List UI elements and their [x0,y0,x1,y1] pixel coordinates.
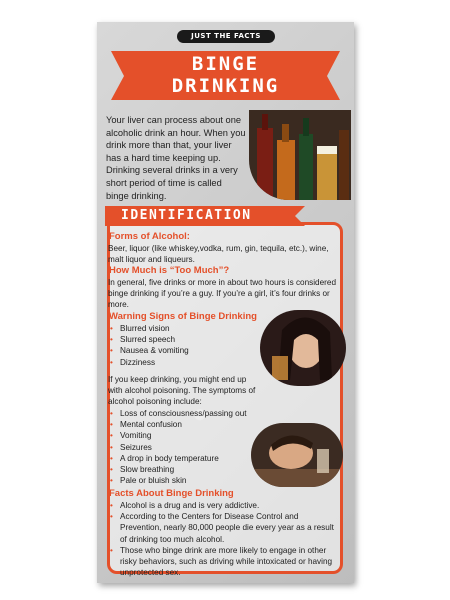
list-item: • Seizures [110,442,270,453]
list-item: • Nausea & vomiting [110,345,250,356]
list-item: • Vomiting [110,430,270,441]
list-item: • Dizziness [110,357,250,368]
facts-heading: Facts About Binge Drinking [109,488,234,499]
identification-header-text: IDENTIFICATION [121,208,252,223]
list-item: • Slow breathing [110,464,270,475]
list-item: • Pale or bluish skin [110,475,270,486]
list-item: • Slurred speech [110,334,250,345]
list-item: • Alcohol is a drug and is very addictive. [110,500,338,511]
too-much-heading: How Much is “Too Much”? [109,265,230,276]
forms-text: Beer, liquor (like whiskey,vodka, rum, gin, tequila, etc.), wine, malt liquor and liqueurs. [108,244,329,265]
list-item: • Those who binge drink are more likely to engage in other risky behaviors, such as driving while intoxicated or having unprotected sex. [110,545,338,579]
title-line-2: DRINKING [171,75,280,97]
poisoning-text: If you keep drinking, you might end up with alcohol poisoning. The symptoms of alcohol poisoning include: [108,375,256,407]
warning-heading: Warning Signs of Binge Drinking [109,311,257,322]
title-banner [111,47,340,102]
pamphlet-card [97,22,354,583]
list-item: • According to the Centers for Disease Control and Prevention, nearly 80,000 people die every year as a result of drinking too much alcohol. [110,511,338,545]
identification-header [105,206,305,226]
list-item: • Mental confusion [110,419,270,430]
list-item: • Loss of consciousness/passing out [110,408,270,419]
list-item: • A drop in body temperature [110,453,270,464]
warning-signs-list [110,323,250,368]
bottles-photo [249,110,351,200]
forms-heading: Forms of Alcohol: [109,231,190,242]
intro-paragraph: Your liver can process about one alcoholic drink an hour. When you drink more than that, your liver has a hard time keeping up. Drinking several drinks in a very short period of time is called binge drinking. [106,115,246,201]
just-the-facts-tag: JUST THE FACTS [177,30,275,43]
title-line-1: BINGE [191,53,260,75]
too-much-text: In general, five drinks or more in about two hours is considered binge drinking if you’re a guy. If you’re a girl, it’s four drinks or more. [108,278,337,310]
woman-drinking-photo [260,310,346,386]
poisoning-symptoms-list [110,408,270,486]
facts-list [110,500,338,578]
man-passed-out-photo [251,423,343,487]
list-item: • Blurred vision [110,323,250,334]
